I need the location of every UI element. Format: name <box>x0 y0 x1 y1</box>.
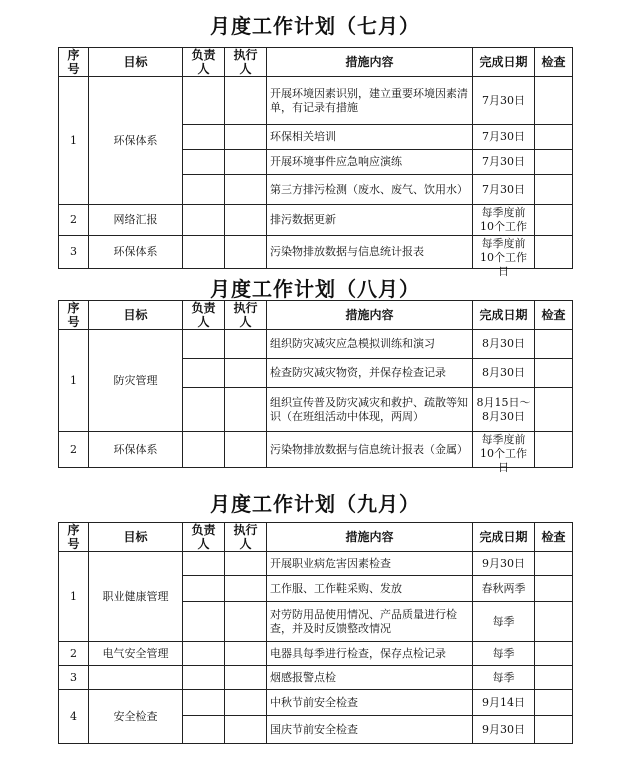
table-row <box>59 205 573 236</box>
plan-title: 月度工作计划（八月） <box>210 277 420 301</box>
header-date: 完成日期 <box>473 48 535 77</box>
measure-cell: 组织防灾减灾应急模拟训练和演习 <box>267 330 473 359</box>
header-executor: 执行人 <box>225 48 267 77</box>
row-number: 1 <box>59 330 89 432</box>
header-check: 检查 <box>535 48 573 77</box>
executor-cell <box>225 432 267 468</box>
header-date: 完成日期 <box>473 301 535 330</box>
header-measure: 措施内容 <box>267 523 473 552</box>
header-executor: 执行人 <box>225 301 267 330</box>
plan-table <box>58 47 573 278</box>
table-row <box>59 690 573 716</box>
plan-august <box>58 270 572 474</box>
table-row <box>59 432 573 468</box>
row-number: 3 <box>59 666 89 690</box>
plan-september <box>58 480 572 773</box>
check-cell <box>535 576 573 602</box>
owner-cell <box>183 642 225 666</box>
date-text: 每季度前10个工作日 <box>480 236 527 278</box>
row-number: 4 <box>59 690 89 744</box>
owner-cell <box>183 690 225 716</box>
goal-cell: 电气安全管理 <box>89 642 183 666</box>
header-measure: 措施内容 <box>267 301 473 330</box>
owner-cell <box>183 175 225 205</box>
executor-cell <box>225 552 267 576</box>
date-cell: 7月30日 <box>473 175 535 205</box>
date-cell <box>473 432 535 474</box>
date-cell: 7月30日 <box>473 125 535 150</box>
check-cell <box>535 666 573 690</box>
owner-cell <box>183 432 225 468</box>
goal-cell <box>89 666 183 690</box>
date-cell: 8月30日 <box>473 359 535 388</box>
check-cell <box>535 175 573 205</box>
date-cell: 每季 <box>473 666 535 690</box>
executor-cell <box>225 175 267 205</box>
date-cell: 9月14日 <box>473 690 535 716</box>
measure-cell: 污染物排放数据与信息统计报表（金属） <box>267 432 473 468</box>
date-cell: 8月30日 <box>473 330 535 359</box>
table-row <box>59 666 573 690</box>
owner-cell <box>183 330 225 359</box>
table-row <box>59 552 573 576</box>
date-text: 每季度前10个工作 <box>480 206 527 233</box>
check-cell <box>535 388 573 432</box>
header-executor: 执行人 <box>225 523 267 552</box>
measure-cell: 中秋节前安全检查 <box>267 690 473 716</box>
executor-cell <box>225 666 267 690</box>
row-number: 3 <box>59 236 89 269</box>
plan-table <box>58 300 573 474</box>
row-number: 2 <box>59 432 89 468</box>
executor-cell <box>225 125 267 150</box>
measure-cell: 开展职业病危害因素检查 <box>267 552 473 576</box>
date-cell: 9月30日 <box>473 552 535 576</box>
check-cell <box>535 205 573 236</box>
executor-cell <box>225 359 267 388</box>
header-owner: 负责人 <box>183 523 225 552</box>
measure-cell: 检查防灾减灾物资，并保存检查记录 <box>267 359 473 388</box>
check-cell <box>535 330 573 359</box>
date-cell: 每季 <box>473 642 535 666</box>
measure-cell: 工作服、工作鞋采购、发放 <box>267 576 473 602</box>
header-owner: 负责人 <box>183 301 225 330</box>
check-cell <box>535 236 573 269</box>
owner-cell <box>183 125 225 150</box>
table-row <box>59 330 573 359</box>
header-goal: 目标 <box>89 523 183 552</box>
header-no: 序号 <box>59 523 89 552</box>
measure-cell: 排污数据更新 <box>267 205 473 236</box>
plan-table <box>58 522 573 744</box>
header-row <box>59 301 573 330</box>
goal-cell: 安全检查 <box>89 690 183 744</box>
check-cell <box>535 77 573 125</box>
header-check: 检查 <box>535 301 573 330</box>
measure-cell: 污染物排放数据与信息统计报表 <box>267 236 473 269</box>
owner-cell <box>183 552 225 576</box>
header-row <box>59 48 573 77</box>
executor-cell <box>225 236 267 269</box>
measure-cell: 环保相关培训 <box>267 125 473 150</box>
plan-title: 月度工作计划（九月） <box>210 492 420 516</box>
owner-cell <box>183 236 225 269</box>
date-cell: 每季 <box>473 602 535 642</box>
goal-cell: 职业健康管理 <box>89 552 183 642</box>
measure-cell: 第三方排污检测（废水、废气、饮用水） <box>267 175 473 205</box>
header-goal: 目标 <box>89 48 183 77</box>
executor-cell <box>225 642 267 666</box>
date-cell: 9月30日 <box>473 716 535 744</box>
owner-cell <box>183 666 225 690</box>
date-cell: 7月30日 <box>473 77 535 125</box>
owner-cell <box>183 77 225 125</box>
check-cell <box>535 432 573 468</box>
plan-title: 月度工作计划（七月） <box>210 14 420 38</box>
header-no: 序号 <box>59 301 89 330</box>
date-cell <box>473 205 535 236</box>
executor-cell <box>225 602 267 642</box>
executor-cell <box>225 690 267 716</box>
row-number: 2 <box>59 642 89 666</box>
executor-cell <box>225 330 267 359</box>
executor-cell <box>225 205 267 236</box>
check-cell <box>535 359 573 388</box>
measure-cell: 烟感报警点检 <box>267 666 473 690</box>
owner-cell <box>183 716 225 744</box>
check-cell <box>535 716 573 744</box>
header-date: 完成日期 <box>473 523 535 552</box>
row-number: 2 <box>59 205 89 236</box>
header-check: 检查 <box>535 523 573 552</box>
date-cell: 春秋两季 <box>473 576 535 602</box>
table-row <box>59 642 573 666</box>
measure-cell: 国庆节前安全检查 <box>267 716 473 744</box>
executor-cell <box>225 716 267 744</box>
measure-cell: 对劳防用品使用情况、产品质量进行检查，并及时反馈整改情况 <box>267 602 473 642</box>
owner-cell <box>183 602 225 642</box>
check-cell <box>535 552 573 576</box>
owner-cell <box>183 388 225 432</box>
owner-cell <box>183 359 225 388</box>
goal-cell: 防灾管理 <box>89 330 183 432</box>
check-cell <box>535 690 573 716</box>
measure-cell: 组织宣传普及防灾减灾和救护、疏散等知识（在班组活动中体现，两周） <box>267 388 473 432</box>
measure-cell: 开展环境因素识别，建立重要环境因素清单，有记录有措施 <box>267 77 473 125</box>
check-cell <box>535 602 573 642</box>
row-number: 1 <box>59 77 89 205</box>
executor-cell <box>225 150 267 175</box>
goal-cell: 环保体系 <box>89 77 183 205</box>
owner-cell <box>183 576 225 602</box>
check-cell <box>535 150 573 175</box>
header-owner: 负责人 <box>183 48 225 77</box>
date-text: 每季度前10个工作日 <box>480 433 527 474</box>
table-row <box>59 236 573 269</box>
measure-cell: 电器具每季进行检查，保存点检记录 <box>267 642 473 666</box>
plan-july <box>58 0 572 278</box>
header-row <box>59 523 573 552</box>
executor-cell <box>225 388 267 432</box>
executor-cell <box>225 77 267 125</box>
date-cell: 8月15日～8月30日 <box>473 388 535 432</box>
check-cell <box>535 642 573 666</box>
goal-cell: 环保体系 <box>89 432 183 468</box>
owner-cell <box>183 205 225 236</box>
goal-cell: 环保体系 <box>89 236 183 269</box>
header-no: 序号 <box>59 48 89 77</box>
table-row <box>59 77 573 125</box>
row-number: 1 <box>59 552 89 642</box>
check-cell <box>535 125 573 150</box>
date-cell <box>473 236 535 278</box>
date-cell: 7月30日 <box>473 150 535 175</box>
header-goal: 目标 <box>89 301 183 330</box>
owner-cell <box>183 150 225 175</box>
executor-cell <box>225 576 267 602</box>
goal-cell: 网络汇报 <box>89 205 183 236</box>
header-measure: 措施内容 <box>267 48 473 77</box>
measure-cell: 开展环境事件应急响应演练 <box>267 150 473 175</box>
